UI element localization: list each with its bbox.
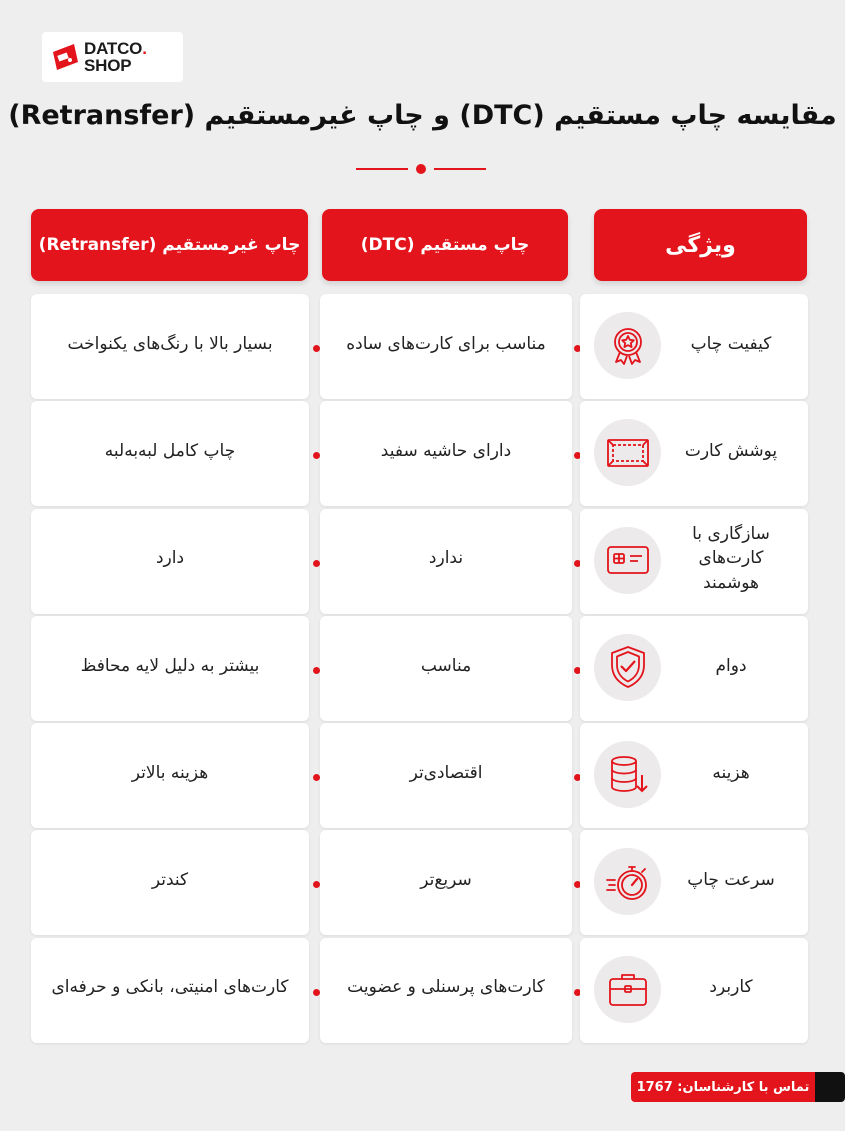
- smart-card-icon: [594, 527, 661, 594]
- dtc-cell: اقتصادی‌تر: [320, 723, 572, 828]
- title-divider: [356, 163, 486, 175]
- retransfer-cell: بیشتر به دلیل لایه محافظ: [31, 616, 309, 721]
- feature-cell: [580, 938, 808, 1043]
- stopwatch-icon: [594, 848, 661, 915]
- dtc-cell: سریع‌تر: [320, 830, 572, 935]
- award-icon: [594, 312, 661, 379]
- bullet-dot: [313, 881, 320, 888]
- dtc-cell: مناسب: [320, 616, 572, 721]
- contact-banner[interactable]: [631, 1072, 845, 1102]
- dtc-cell: دارای حاشیه سفید: [320, 401, 572, 506]
- feature-cell: [580, 723, 808, 828]
- contact-text: تماس با کارشناسان: 1767: [631, 1072, 815, 1102]
- retransfer-cell: هزینه بالاتر: [31, 723, 309, 828]
- feature-cell: [580, 830, 808, 935]
- feature-label: کیفیت چاپ: [690, 333, 772, 354]
- feature-cell: [580, 401, 808, 506]
- brand-name: DATCO. SHOP: [84, 39, 147, 75]
- column-header-dtc: چاپ مستقیم (DTC): [322, 209, 568, 281]
- card-printer-logo-icon: [50, 40, 80, 74]
- contact-accent-block: [815, 1072, 845, 1102]
- bullet-dot: [313, 560, 320, 567]
- card-frame-icon: [594, 419, 661, 486]
- database-cost-icon: [594, 741, 661, 808]
- feature-cell: [580, 294, 808, 399]
- feature-label: سرعت چاپ: [687, 870, 775, 891]
- comparison-table: [0, 294, 845, 1045]
- retransfer-cell: کارت‌های امنیتی، بانکی و حرفه‌ای: [31, 938, 309, 1043]
- brand-logo[interactable]: [42, 32, 183, 82]
- shield-check-icon: [594, 634, 661, 701]
- briefcase-icon: [594, 956, 661, 1023]
- feature-label: پوشش کارت: [684, 440, 778, 461]
- bullet-dot: [313, 774, 320, 781]
- bullet-dot: [313, 452, 320, 459]
- page-title: مقایسه چاپ مستقیم (DTC) و چاپ غیرمستقیم (Retransfer): [8, 100, 837, 131]
- bullet-dot: [313, 989, 320, 996]
- feature-label: کاربرد: [709, 977, 753, 998]
- retransfer-cell: چاپ کامل لبه‌به‌لبه: [31, 401, 309, 506]
- bullet-dot: [313, 345, 320, 352]
- retransfer-cell: بسیار بالا با رنگ‌های یکنواخت: [31, 294, 309, 399]
- dtc-cell: کارت‌های پرسنلی و عضویت: [320, 938, 572, 1043]
- dtc-cell: مناسب برای کارت‌های ساده: [320, 294, 572, 399]
- table-row: [0, 401, 845, 508]
- retransfer-cell: دارد: [31, 509, 309, 614]
- retransfer-cell: کندتر: [31, 830, 309, 935]
- table-row: [0, 616, 845, 723]
- table-row: [0, 938, 845, 1045]
- feature-label: سازگاری با کارت‌های هوشمند: [692, 523, 770, 593]
- column-header-retransfer: چاپ غیرمستقیم (Retransfer): [31, 209, 308, 281]
- table-row: [0, 509, 845, 616]
- table-row: [0, 830, 845, 937]
- table-row: [0, 723, 845, 830]
- feature-cell: [580, 509, 808, 614]
- bullet-dot: [313, 667, 320, 674]
- feature-label: دوام: [715, 655, 747, 676]
- table-row: [0, 294, 845, 401]
- dtc-cell: ندارد: [320, 509, 572, 614]
- feature-label: هزینه: [712, 762, 750, 783]
- feature-cell: [580, 616, 808, 721]
- column-header-feature: ویژگی: [594, 209, 807, 281]
